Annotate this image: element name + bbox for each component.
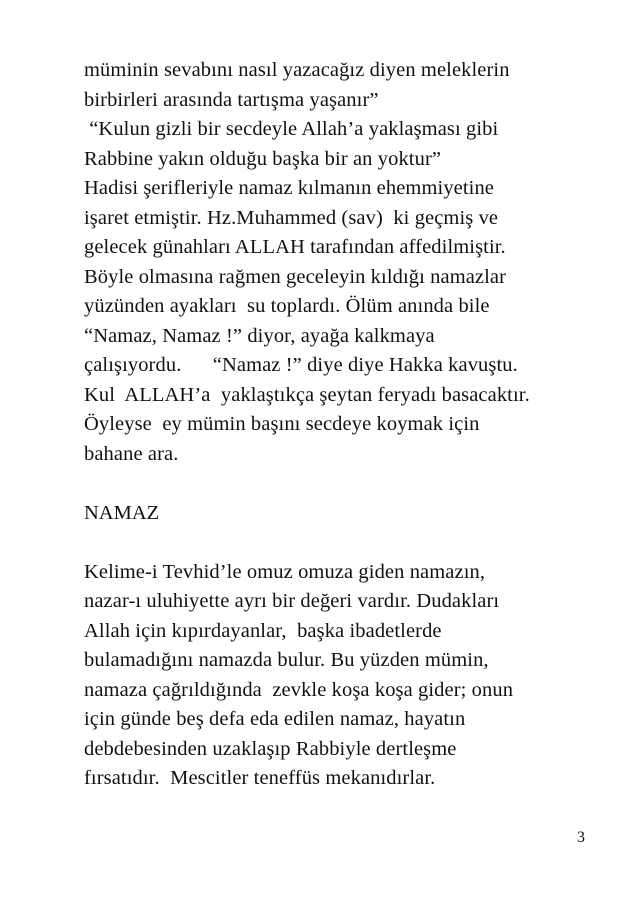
- text-line: Rabbine yakın olduğu başka bir an yoktur”: [84, 147, 442, 170]
- text-line: için günde beş defa eda edilen namaz, hayatın: [84, 708, 466, 730]
- text-line: Kelime-i Tevhid’le omuz omuza giden namazın,: [84, 560, 486, 583]
- text-line: nazar-ı uluhiyette ayrı bir değeri vardır. Dudakları: [84, 590, 500, 612]
- paragraph-gap: [84, 469, 604, 499]
- text-line: gelecek günahları ALLAH tarafından affedilmiştir.: [84, 236, 506, 258]
- text-line: çalışıyordu. “Namaz !” diye diye Hakka kavuştu.: [84, 354, 518, 376]
- page-body: [84, 56, 604, 794]
- text-line: “Kulun gizli bir secdeyle Allah’a yaklaşması gibi: [84, 118, 499, 140]
- text-line: debdebesinden uzaklaşıp Rabbiyle dertleşme: [84, 737, 457, 760]
- text-line: bulamadığını namazda bulur. Bu yüzden mümin,: [84, 649, 489, 671]
- text-line: Hadisi şerifleriyle namaz kılmanın ehemmiyetine: [84, 177, 495, 199]
- text-line: müminin sevabını nasıl yazacağız diyen meleklerin: [84, 59, 510, 81]
- section-heading: NAMAZ: [84, 501, 160, 524]
- text-line: yüzünden ayakları su toplardı. Ölüm anında bile: [84, 295, 490, 317]
- text-line: Kul ALLAH’a yaklaştıkça şeytan feryadı basacaktır.: [84, 383, 530, 406]
- text-line: namaza çağrıldığında zevkle koşa koşa gider; onun: [84, 678, 514, 701]
- text-line: bahane ara.: [84, 442, 179, 465]
- paragraph-gap: [84, 528, 604, 558]
- paragraph-2: [84, 558, 604, 794]
- text-line: işaret etmiştir. Hz.Muhammed (sav) ki geçmiş ve: [84, 206, 499, 229]
- text-line: “Namaz, Namaz !” diyor, ayağa kalkmaya: [84, 324, 435, 347]
- text-line: Allah için kıpırdayanlar, başka ibadetlerde: [84, 619, 442, 642]
- paragraph-1: [84, 56, 604, 469]
- text-line: birbirleri arasında tartışma yaşanır”: [84, 88, 379, 111]
- text-line: fırsatıdır. Mescitler teneffüs mekanıdırlar.: [84, 767, 436, 789]
- text-line: Öyleyse ey mümin başını secdeye koymak için: [84, 413, 480, 435]
- page-number: 3: [577, 829, 585, 846]
- text-line: Böyle olmasına rağmen geceleyin kıldığı namazlar: [84, 265, 507, 288]
